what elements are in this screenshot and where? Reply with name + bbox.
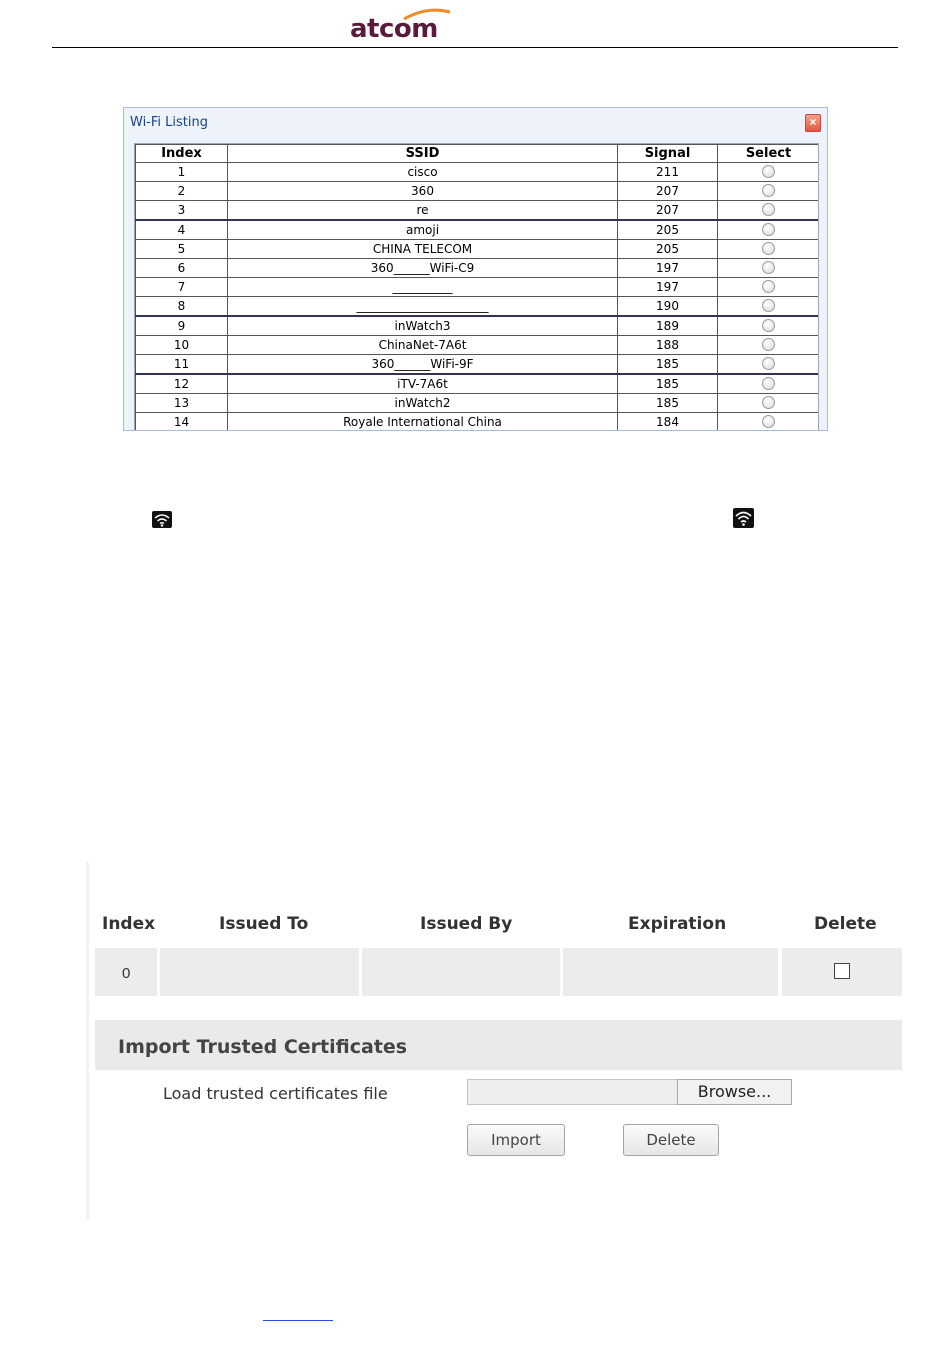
cell-signal: 205: [618, 240, 718, 259]
table-row[interactable]: [136, 163, 820, 182]
cell-ssid: cisco: [228, 163, 618, 182]
select-radio[interactable]: [762, 280, 775, 293]
footer-link[interactable]: [263, 1320, 333, 1321]
cell-signal: 189: [618, 316, 718, 336]
cell-select: [718, 182, 820, 201]
cell-signal: 185: [618, 374, 718, 394]
cell-index: 10: [136, 336, 228, 355]
cell-ssid: Royale International China: [228, 413, 618, 432]
table-row[interactable]: [136, 336, 820, 355]
table-row[interactable]: [136, 220, 820, 240]
column-header-select: Select: [718, 145, 820, 163]
cell-select: [718, 240, 820, 259]
wifi-icon: [733, 508, 754, 528]
cell-select: [718, 297, 820, 317]
cell-index: 8: [136, 297, 228, 317]
select-radio[interactable]: [762, 319, 775, 332]
cell-select: [718, 278, 820, 297]
cell-signal: 205: [618, 220, 718, 240]
cell-select: [718, 316, 820, 336]
cell-index: 1: [136, 163, 228, 182]
select-radio[interactable]: [762, 357, 775, 370]
cell-ssid: __________: [228, 278, 618, 297]
certificates-panel: [86, 862, 904, 1220]
select-radio[interactable]: [762, 184, 775, 197]
table-row[interactable]: [136, 394, 820, 413]
select-radio[interactable]: [762, 203, 775, 216]
cell-select: [718, 259, 820, 278]
cell-issued-by: [362, 948, 560, 996]
cell-ssid: CHINA TELECOM: [228, 240, 618, 259]
delete-checkbox[interactable]: [834, 963, 850, 979]
select-radio[interactable]: [762, 299, 775, 312]
cell-ssid: 360______WiFi-C9: [228, 259, 618, 278]
certificate-index-value: 0: [122, 965, 131, 982]
column-header-ssid: SSID: [228, 145, 618, 163]
wifi-table-container: [134, 143, 819, 431]
cell-index: 13: [136, 394, 228, 413]
column-header-index: Index: [136, 145, 228, 163]
cell-select: [718, 413, 820, 432]
cell-select: [718, 201, 820, 221]
logo-text: atcom: [350, 14, 438, 44]
cell-ssid: inWatch3: [228, 316, 618, 336]
cell-select: [718, 355, 820, 375]
cell-signal: 184: [618, 413, 718, 432]
close-icon[interactable]: ×: [805, 114, 821, 132]
cell-index: 11: [136, 355, 228, 375]
cell-index: 5: [136, 240, 228, 259]
import-section-title: Import Trusted Certificates: [118, 1036, 408, 1058]
table-row[interactable]: [136, 374, 820, 394]
select-radio[interactable]: [762, 223, 775, 236]
table-row[interactable]: [136, 278, 820, 297]
cell-select: [718, 336, 820, 355]
cell-signal: 207: [618, 182, 718, 201]
table-row[interactable]: [136, 316, 820, 336]
wifi-table-header: [136, 145, 820, 163]
certificate-file-input[interactable]: [467, 1079, 678, 1105]
dialog-title: Wi-Fi Listing: [130, 115, 208, 130]
select-radio[interactable]: [762, 396, 775, 409]
cell-signal: 197: [618, 278, 718, 297]
column-header-expiration: Expiration: [628, 914, 727, 934]
cell-ssid: iTV-7A6t: [228, 374, 618, 394]
cell-signal: 211: [618, 163, 718, 182]
header-divider: [52, 47, 898, 48]
delete-button[interactable]: Delete: [623, 1124, 719, 1156]
table-row[interactable]: [136, 201, 820, 221]
select-radio[interactable]: [762, 377, 775, 390]
import-button[interactable]: Import: [467, 1124, 565, 1156]
cell-select: [718, 220, 820, 240]
table-row[interactable]: [136, 297, 820, 317]
cell-signal: 188: [618, 336, 718, 355]
cell-signal: 185: [618, 355, 718, 375]
select-radio[interactable]: [762, 338, 775, 351]
cell-index: 2: [136, 182, 228, 201]
table-row[interactable]: [136, 240, 820, 259]
load-file-label: Load trusted certificates file: [163, 1084, 388, 1103]
cell-signal: 185: [618, 394, 718, 413]
cell-signal: 207: [618, 201, 718, 221]
select-radio[interactable]: [762, 242, 775, 255]
cell-index: 7: [136, 278, 228, 297]
cell-ssid: ChinaNet-7A6t: [228, 336, 618, 355]
table-row[interactable]: [136, 182, 820, 201]
cell-ssid: 360______WiFi-9F: [228, 355, 618, 375]
cell-select: [718, 394, 820, 413]
cell-index: 12: [136, 374, 228, 394]
cell-signal: 190: [618, 297, 718, 317]
cell-select: [718, 163, 820, 182]
wifi-icon: [152, 511, 172, 528]
select-radio[interactable]: [762, 165, 775, 178]
cell-ssid: ______________________: [228, 297, 618, 317]
cell-ssid: re: [228, 201, 618, 221]
wifi-table: [135, 144, 819, 431]
table-row[interactable]: [136, 413, 820, 432]
column-header-issued-by: Issued By: [420, 914, 513, 934]
atcom-logo: [350, 8, 460, 44]
cell-select: [718, 374, 820, 394]
cell-index: 6: [136, 259, 228, 278]
table-row[interactable]: [136, 355, 820, 375]
select-radio[interactable]: [762, 415, 775, 428]
cell-ssid: amoji: [228, 220, 618, 240]
column-header-index: Index: [102, 914, 156, 934]
column-header-issued-to: Issued To: [219, 914, 309, 934]
column-header-signal: Signal: [618, 145, 718, 163]
cell-index: 14: [136, 413, 228, 432]
column-header-delete: Delete: [814, 914, 877, 934]
select-radio[interactable]: [762, 261, 775, 274]
cell-signal: 197: [618, 259, 718, 278]
cell-ssid: inWatch2: [228, 394, 618, 413]
table-row[interactable]: [136, 259, 820, 278]
browse-button[interactable]: Browse...: [677, 1079, 792, 1105]
wifi-listing-dialog: [123, 107, 828, 431]
cell-index: 9: [136, 316, 228, 336]
cell-index: 4: [136, 220, 228, 240]
cell-issued-to: [160, 948, 359, 996]
cell-index: 3: [136, 201, 228, 221]
cell-expiration: [563, 948, 778, 996]
cell-ssid: 360: [228, 182, 618, 201]
